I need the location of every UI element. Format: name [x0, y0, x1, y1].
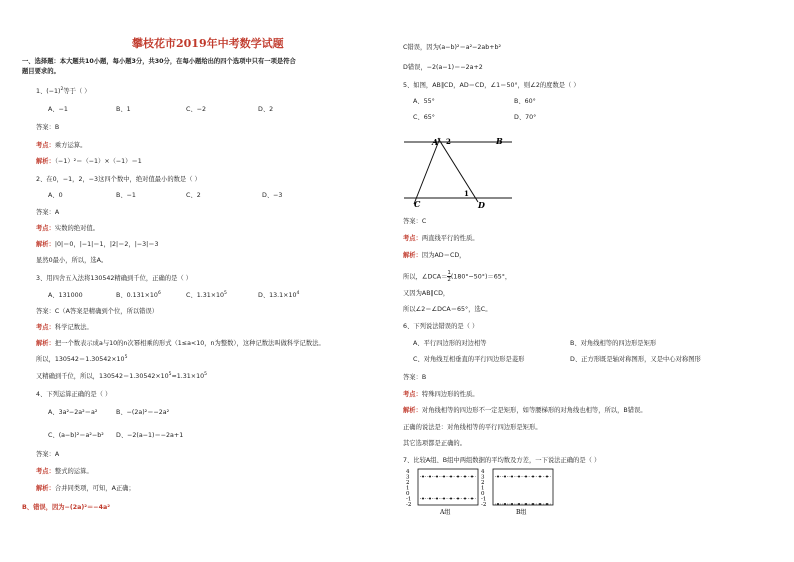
- q5-kaodian: 考点：两直线平行的性质。: [403, 235, 479, 242]
- group-a-tick-label: 2: [406, 480, 410, 486]
- q5-answer: 答案：C: [403, 218, 427, 225]
- group-b-dot: [525, 503, 527, 505]
- group-b-dot: [497, 503, 499, 505]
- group-a-dot: [457, 476, 459, 478]
- group-a-label: A组: [440, 509, 451, 516]
- group-a-dot: [471, 476, 473, 478]
- q3-note-2: 又精确到千位，所以，$130542=1.30542\times 10^5\approx 1.31\times 10^5$: [36, 372, 207, 380]
- q7-dot-plot-figure: [400, 466, 560, 518]
- group-a-dot: [443, 476, 445, 478]
- group-a-dot: [457, 498, 459, 500]
- group-b-tick-label: 3: [481, 474, 485, 481]
- q6-kaodian: 考点：特殊四边形的性质。: [403, 391, 479, 398]
- q2-option-d: D、−3: [262, 192, 283, 199]
- q3-stem: 3、用四舍五入法将130542精确到千位，正确的是（ ）: [36, 275, 192, 282]
- q5-jiexi: 解析：因为AD＝CD，: [403, 252, 466, 259]
- q3-option-b: B、$0.131\times 10^6$: [116, 291, 161, 299]
- group-b-dot: [504, 476, 506, 478]
- q1-option-d: D、2: [258, 106, 274, 113]
- q6-note-2: 其它选项都是正确的。: [403, 440, 466, 447]
- q2-option-a: A、0: [48, 192, 63, 199]
- group-a-tick-label: -2: [406, 502, 412, 508]
- group-b-axis: [481, 469, 486, 508]
- label-c: C: [414, 199, 421, 209]
- line-ca: [414, 138, 440, 204]
- q1-jiexi: 解析：（−1）²＝（−1）×（−1）＝1: [36, 158, 142, 165]
- q3-note-1: 所以，$130542=1.30542\times 10^5$: [36, 355, 128, 363]
- q3-option-c: C、$1.31\times 10^5$: [186, 291, 227, 299]
- q2-option-c: C、2: [186, 192, 201, 199]
- group-a-tick-label: 1: [406, 485, 410, 492]
- q3-option-a: A、131000: [48, 292, 83, 299]
- q5-geometry-figure: [400, 132, 520, 212]
- group-a-dot: [464, 476, 466, 478]
- q2-option-b: B、−1: [116, 192, 136, 199]
- q4-kaodian: 考点：整式的运算。: [36, 468, 93, 475]
- group-b-tick-label: 0: [481, 491, 485, 497]
- q6-option-d: D、正方形既是轴对称图形，又是中心对称图形: [570, 356, 701, 363]
- group-a-dot: [436, 476, 438, 478]
- group-b-dot: [532, 503, 534, 505]
- q2-kaodian: 考点：实数的绝对值。: [36, 225, 99, 232]
- q6-jiexi: 解析：对角线相等的四边形不一定是矩形，如等腰梯形的对角线也相等，所以，B错误。: [403, 407, 647, 414]
- group-b-tick-label: -2: [481, 502, 487, 508]
- label-b: B: [496, 136, 503, 146]
- group-a-dot: [429, 498, 431, 500]
- group-b-tick-label: 2: [481, 480, 485, 486]
- label-1: 1: [464, 189, 469, 198]
- group-a-dot: [422, 498, 424, 500]
- q6-answer: 答案：B: [403, 374, 427, 381]
- label-a: A: [432, 137, 439, 147]
- q5-stem: 5、如图，AB∥CD，AD＝CD，∠1＝50°，则∠2的度数是（ ）: [403, 82, 580, 89]
- q6-note-1: 正确的说法是：对角线相等的平行四边形是矩形。: [403, 424, 542, 431]
- q5-option-d: D、70°: [514, 114, 537, 121]
- q1-option-b: B、1: [116, 106, 131, 113]
- q3-jiexi: 解析：把一个数表示成a与10的n次幂相乘的形式（1≤a<10，n为整数），这种记数法叫做科学记数法。: [36, 340, 325, 347]
- page-title: 攀枝花市2019年中考数学试题: [132, 37, 284, 50]
- group-b-tick-label: 1: [481, 485, 485, 492]
- q5-option-b: B、60°: [514, 98, 536, 105]
- group-b-dot: [546, 476, 548, 478]
- q1-kaodian: 考点：乘方运算。: [36, 142, 87, 149]
- group-a-dot: [464, 498, 466, 500]
- q1-option-a: A、−1: [48, 106, 68, 113]
- label-d: D: [478, 200, 485, 210]
- q4-option-a: A、3a²−2a²＝a²: [48, 409, 98, 416]
- group-a-frame: [418, 469, 478, 505]
- q7-stem: 7、比较A组、B组中两组数据的平均数及方差，一下说法正确的是（ ）: [403, 457, 601, 464]
- group-a-tick-label: 3: [406, 474, 410, 481]
- group-a-dot: [422, 476, 424, 478]
- q4-stem: 4、下列运算正确的是（ ）: [36, 391, 112, 398]
- c-wrong-note: C错误，因为(a−b)²＝a²−2ab+b²: [403, 44, 502, 51]
- label-2: 2: [446, 137, 451, 146]
- q1-option-c: C、−2: [186, 106, 206, 113]
- q2-jiexi: 解析：|0|＝0，|−1|＝1，|2|＝2，|−3|＝3: [36, 241, 159, 248]
- q1-answer: 答案：B: [36, 124, 60, 131]
- fraction: $\frac{1}{2}$: [447, 270, 451, 283]
- group-a-dot: [443, 498, 445, 500]
- group-b-dot: [518, 476, 520, 478]
- q3-option-d: D、$13.1\times 10^4$: [258, 291, 300, 299]
- group-b-dot: [497, 476, 499, 478]
- d-wrong-note: D错误，−2(a−1)＝−2a+2: [403, 64, 483, 71]
- group-a-dot: [450, 476, 452, 478]
- group-a-dot: [436, 498, 438, 500]
- group-b-dot: [532, 476, 534, 478]
- group-b-dot: [518, 503, 520, 505]
- q4-b-wrong: B、错误，因为−(2a)²＝−4a²: [22, 504, 110, 511]
- section-instruction: 一、选择题：本大题共10小题，每小题3分，共30分，在每小题给出的四个选项中只有一项是符合: [22, 58, 296, 65]
- q5-option-a: A、55°: [413, 98, 435, 105]
- group-b-dot: [504, 503, 506, 505]
- group-a-tick-label: 4: [406, 469, 410, 475]
- q6-option-b: B、对角线相等的四边形是矩形: [570, 340, 657, 347]
- q2-stem: 2、在0，−1，2，−3这四个数中，绝对值最小的数是（ ）: [36, 176, 201, 183]
- group-b-tick-label: -1: [481, 496, 487, 503]
- group-b-dot: [546, 503, 548, 505]
- line-ad: [438, 138, 478, 202]
- group-b-tick-label: 4: [481, 469, 485, 475]
- group-b-dot: [539, 503, 541, 505]
- group-b-dot: [539, 476, 541, 478]
- q2-answer: 答案：A: [36, 209, 60, 216]
- q4-jiexi: 解析：合并同类项，可知，A正确；: [36, 485, 135, 492]
- q4-answer: 答案：A: [36, 451, 60, 458]
- group-b-label: B组: [516, 509, 527, 516]
- group-b-dot: [525, 476, 527, 478]
- q6-stem: 6、下列说法错误的是（ ）: [403, 323, 479, 330]
- group-b-dot: [511, 476, 513, 478]
- q6-option-a: A、平行四边形的对边相等: [413, 340, 487, 347]
- group-b-dot: [511, 503, 513, 505]
- q4-option-b: B、−(2a)²＝−2a²: [116, 409, 170, 416]
- q4-option-c: C、(a−b)²＝a²−b²: [48, 432, 104, 439]
- section-instruction-2: 题目要求的。: [22, 68, 60, 75]
- q5-option-c: C、65°: [413, 114, 435, 121]
- q5-note-3: 所以∠2＝∠DCA＝65°，选C。: [403, 306, 492, 313]
- q6-option-c: C、对角线互相垂直的平行四边形是菱形: [413, 356, 525, 363]
- q4-option-d: D、−2(a−1)＝−2a+1: [116, 432, 184, 439]
- q5-note-1: 所以，∠DCA＝ $\frac{1}{2}$ (180°−50°)＝65°，: [403, 270, 512, 283]
- group-a-dot: [471, 498, 473, 500]
- q5-note-2: 又因为AB∥CD，: [403, 290, 450, 297]
- q1-stem: 1、$(-1)^2$等于（ ）: [36, 87, 91, 95]
- q3-answer: 答案：C（A答案是精确到个位，所以错误）: [36, 308, 159, 315]
- group-a-tick-label: 0: [406, 491, 410, 497]
- group-a-dot: [429, 476, 431, 478]
- group-a-dot: [450, 498, 452, 500]
- q2-note: 显然0最小，所以，选A。: [36, 257, 108, 264]
- group-a-axis: [406, 469, 411, 508]
- group-b-frame: [493, 469, 553, 505]
- q3-kaodian: 考点：科学记数法。: [36, 324, 93, 331]
- group-a-tick-label: -1: [406, 496, 412, 503]
